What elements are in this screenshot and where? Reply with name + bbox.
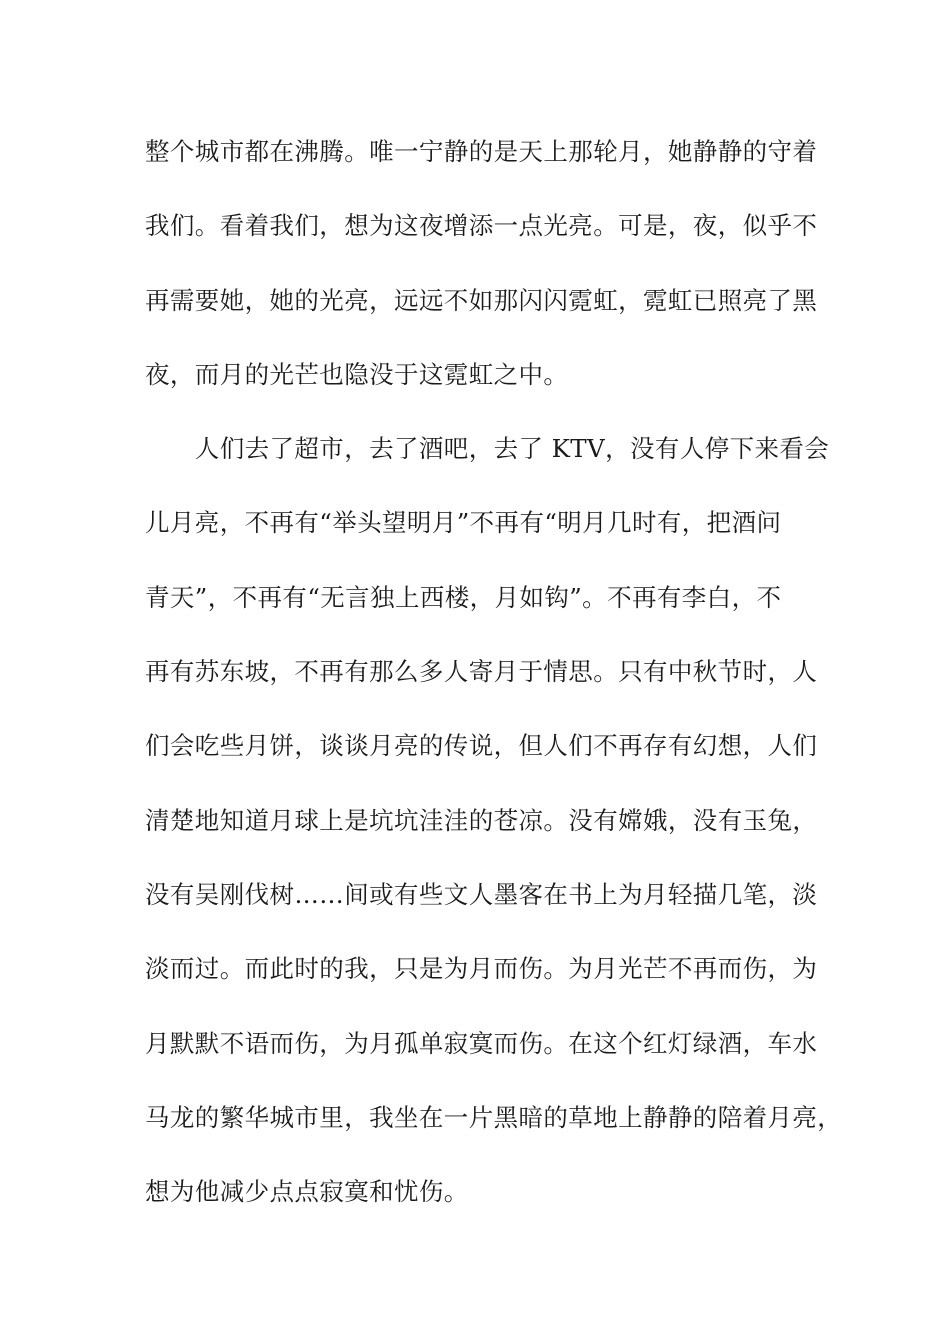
text-line-8: 再有苏东坡，不再有那么多人寄月于情思。只有中秋节时，人 — [145, 657, 818, 687]
text-line-14: 马龙的繁华城市里，我坐在一片黑暗的草地上静静的陪着月亮， — [145, 1102, 843, 1132]
text-line-5: 人们去了超市，去了酒吧，去了 KTV，没有人停下来看会 — [145, 434, 830, 464]
text-line-2: 我们。看着我们，想为这夜增添一点光亮。可是，夜，似乎不 — [145, 211, 818, 241]
text-line-15: 想为他减少点点寂寞和忧伤。 — [145, 1177, 469, 1207]
text-line-1: 整个城市都在沸腾。唯一宁静的是天上那轮月，她静静的守着 — [145, 137, 818, 166]
text-line-12: 淡而过。而此时的我，只是为月而伤。为月光芒不再而伤，为 — [145, 954, 818, 984]
text-line-6: 儿月亮，不再有“举头望明月”不再有“明月几时有，把酒问 — [145, 508, 782, 538]
text-line-4: 夜，而月的光芒也隐没于这霓虹之中。 — [145, 359, 569, 389]
text-line-11: 没有吴刚伐树……间或有些文人墨客在书上为月轻描几笔，淡 — [145, 879, 818, 909]
text-line-7: 青天”，不再有“无言独上西楼，月如钩”。不再有李白，不 — [145, 582, 782, 612]
body-text — [145, 128, 843, 1242]
text-line-13: 月默默不语而伤，为月孤单寂寞而伤。在这个红灯绿酒，车水 — [145, 1028, 818, 1058]
text-line-9: 们会吃些月饼，谈谈月亮的传说，但人们不再存有幻想，人们 — [145, 731, 818, 761]
text-line-10: 清楚地知道月球上是坑坑洼洼的苍凉。没有嫦娥，没有玉兔， — [145, 805, 818, 835]
text-line-3: 再需要她，她的光亮，远远不如那闪闪霓虹，霓虹已照亮了黑 — [145, 285, 818, 315]
